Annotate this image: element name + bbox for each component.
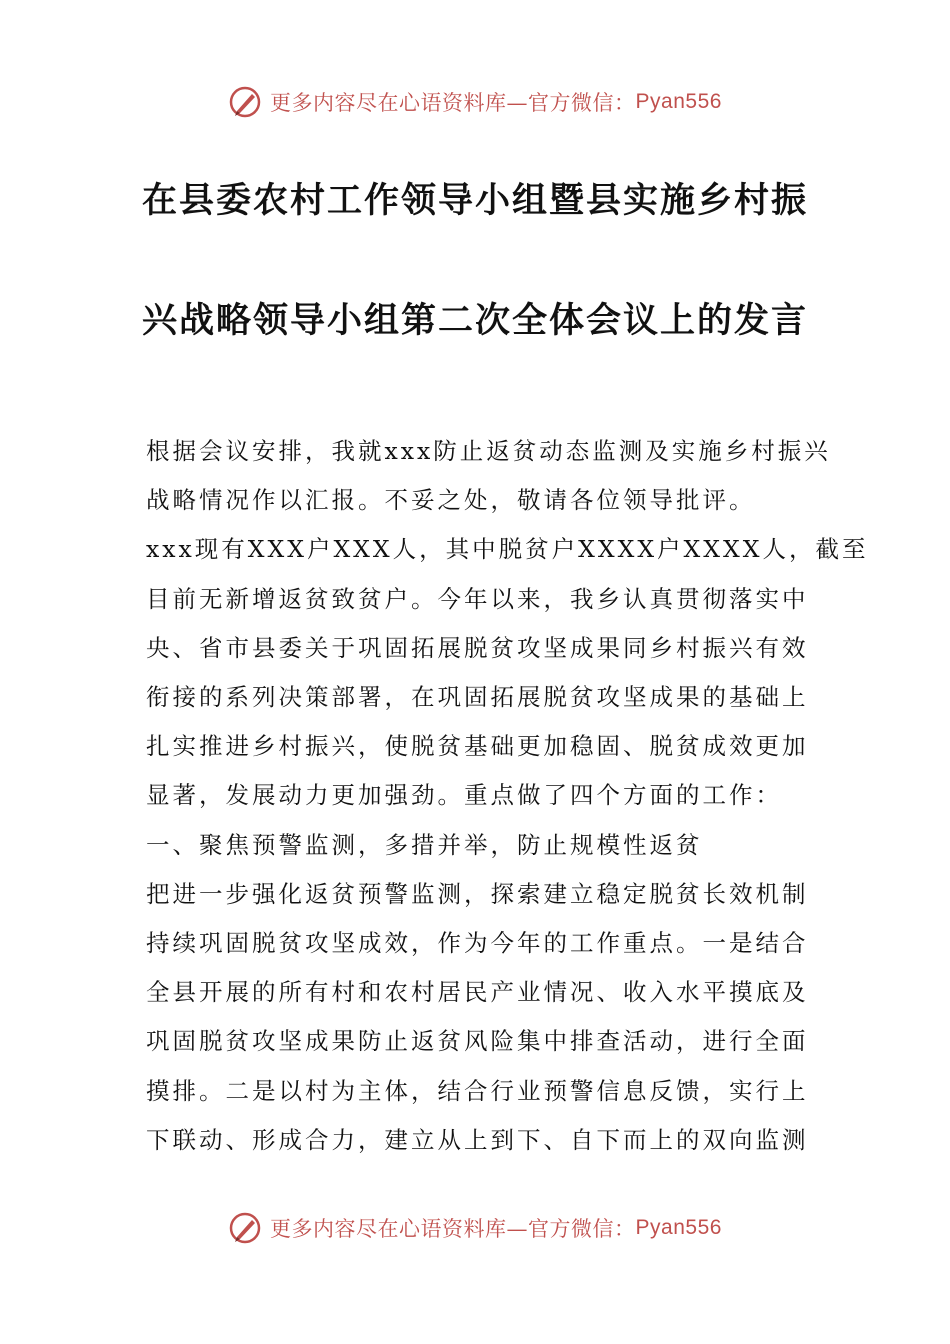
footer-watermark: [0, 1206, 950, 1250]
section-heading: 一、聚焦预警监测，多措并举，防止规模性返贫: [146, 830, 703, 859]
body-line: 扎实推进乡村振兴，使脱贫基础更加稳固、脱贫成效更加: [146, 732, 809, 761]
body-line: 全县开展的所有村和农村居民产业情况、收入水平摸底及: [146, 978, 809, 1007]
body-line: 目前无新增返贫致贫户。今年以来，我乡认真贯彻落实中: [146, 584, 809, 613]
body-line: 显著，发展动力更加强劲。重点做了四个方面的工作：: [146, 781, 782, 810]
pen-logo-icon: [228, 1211, 262, 1245]
header-watermark: [0, 80, 950, 124]
document-title-line-2: 兴战略领导小组第二次全体会议上的发言: [141, 300, 808, 341]
body-line: 根据会议安排，我就xxx防止返贫动态监测及实施乡村振兴: [146, 437, 831, 465]
body-line: 巩固脱贫攻坚成果防止返贫风险集中排查活动，进行全面: [146, 1027, 809, 1056]
body-line: 衔接的系列决策部署，在巩固拓展脱贫攻坚成果的基础上: [146, 683, 809, 712]
watermark-text: 更多内容尽在心语资料库—官方微信：: [270, 1217, 636, 1241]
body-line: 下联动、形成合力，建立从上到下、自下而上的双向监测: [146, 1125, 809, 1154]
body-line: xxx现有XXX户XXX人，其中脱贫户XXXX户XXXX人，截至: [146, 535, 869, 564]
document-title-line-1: 在县委农村工作领导小组暨县实施乡村振: [141, 180, 808, 221]
body-line: 央、省市县委关于巩固拓展脱贫攻坚成果同乡村振兴有效: [146, 633, 809, 662]
watermark-text: 更多内容尽在心语资料库—官方微信：: [270, 91, 636, 115]
pen-logo-icon: [228, 85, 262, 119]
watermark-wechat-id: Pyan556: [635, 1216, 722, 1239]
body-line: 持续巩固脱贫攻坚成效，作为今年的工作重点。一是结合: [146, 929, 809, 958]
body-line: 把进一步强化返贫预警监测，探索建立稳定脱贫长效机制: [146, 879, 809, 908]
body-line: 战略情况作以汇报。不妥之处，敬请各位领导批评。: [146, 486, 756, 515]
body-line: 摸排。二是以村为主体，结合行业预警信息反馈，实行上: [146, 1076, 809, 1105]
document-body: [146, 427, 869, 1165]
watermark-wechat-id: Pyan556: [635, 90, 722, 113]
